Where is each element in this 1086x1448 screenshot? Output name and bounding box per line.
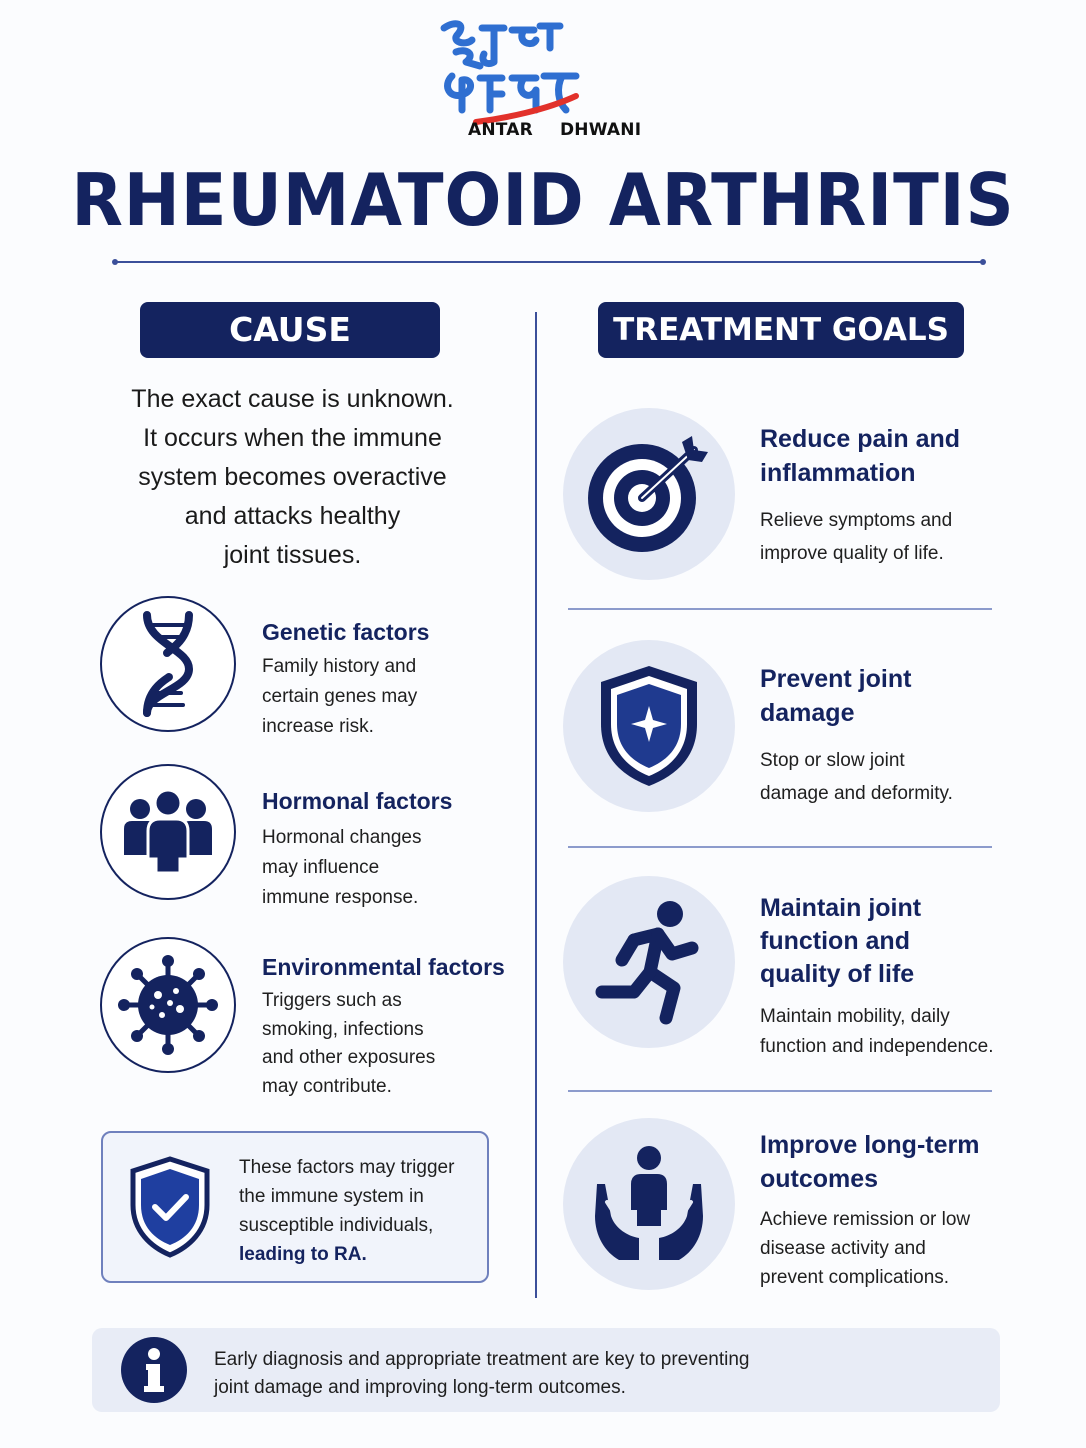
virus-icon [118, 955, 218, 1055]
goal-desc-line: Maintain mobility, daily [760, 1006, 950, 1027]
goal-title-line: quality of life [760, 960, 915, 988]
people-group-icon [120, 789, 216, 875]
goal-title-line: outcomes [760, 1165, 879, 1193]
desc-line: increase risk. [262, 716, 374, 737]
note-line: the immune system in [239, 1186, 424, 1207]
desc-line: Family history and [262, 656, 417, 677]
cause-intro-line: joint tissues. [223, 541, 362, 569]
desc-line: certain genes may [262, 686, 418, 707]
goal-prevent-damage-title [760, 662, 1000, 730]
footer-text [214, 1346, 974, 1402]
cause-intro-line: and attacks healthy [184, 502, 401, 530]
desc-line: and other exposures [262, 1047, 436, 1068]
goal-reduce-pain-title [760, 422, 1000, 490]
cause-intro-line: system becomes overactive [138, 463, 447, 491]
goal-maintain-function-title [760, 892, 1000, 991]
goal-prevent-damage-desc [760, 744, 1010, 810]
goal-separator [568, 608, 992, 610]
logo-word-dhwani: DHWANI [560, 120, 642, 140]
goal-separator [568, 1090, 992, 1092]
genetic-factor-badge [100, 596, 236, 732]
goal-separator [568, 846, 992, 848]
goal-title-line: function and [760, 927, 910, 955]
goal-reduce-pain-desc [760, 504, 1010, 570]
goal-desc-line: function and independence. [760, 1036, 994, 1057]
desc-line: may contribute. [262, 1075, 392, 1097]
environmental-factors-desc [262, 987, 512, 1101]
hormonal-factors-title: Hormonal factors [262, 788, 453, 814]
desc-line: Hormonal changes [262, 827, 422, 848]
goal-title-line: Reduce pain and [760, 425, 961, 453]
running-person-icon [594, 898, 704, 1026]
desc-line: may influence [262, 857, 380, 878]
hands-person-icon [591, 1144, 707, 1264]
goal-desc-line: damage and deformity. [760, 783, 953, 804]
antar-dhwani-logo [436, 18, 656, 144]
column-divider [535, 312, 537, 1298]
footer-banner [92, 1328, 1000, 1412]
goal-long-term-desc [760, 1205, 1010, 1292]
environmental-factor-badge [100, 937, 236, 1073]
note-line: susceptible individuals, [239, 1215, 434, 1236]
goal-desc-line: Stop or slow joint [760, 750, 905, 771]
footer-line: Early diagnosis and appropriate treatment are key to preventing [214, 1349, 750, 1370]
goal-title-line: Improve long-term [760, 1131, 980, 1159]
genetic-factors-title: Genetic factors [262, 619, 430, 645]
environmental-factors-title: Environmental factors [262, 954, 505, 980]
shield-check-icon [127, 1155, 213, 1259]
title-underline [112, 259, 986, 265]
desc-line: Triggers such as [262, 990, 402, 1011]
trigger-note-box [101, 1131, 489, 1283]
goal-maintain-function-desc [760, 1002, 1010, 1062]
goal-desc-line: Achieve remission or low [760, 1209, 971, 1230]
reduce-pain-badge [563, 408, 735, 580]
info-icon [120, 1336, 188, 1404]
goal-desc-line: Relieve symptoms and [760, 510, 953, 531]
trigger-note-text [239, 1153, 479, 1269]
shield-star-icon [595, 662, 703, 790]
genetic-factors-desc [262, 652, 512, 742]
goal-desc-line: improve quality of life. [760, 543, 944, 564]
note-emphasis: leading to RA. [239, 1244, 367, 1265]
cause-header: CAUSE [140, 302, 440, 358]
goal-desc-line: disease activity and [760, 1238, 926, 1259]
goal-title-line: Prevent joint [760, 665, 912, 693]
prevent-damage-badge [563, 640, 735, 812]
goal-title-line: inflammation [760, 459, 916, 487]
maintain-function-badge [563, 876, 735, 1048]
hormonal-factors-desc [262, 823, 512, 913]
note-line: These factors may trigger [239, 1157, 455, 1178]
logo-mark [436, 18, 586, 130]
logo-word-antar: ANTAR [468, 120, 533, 140]
dna-icon [133, 609, 203, 719]
footer-line: joint damage and improving long-term outcomes. [214, 1377, 626, 1398]
goal-title-line: damage [760, 699, 855, 727]
desc-line: smoking, infections [262, 1018, 424, 1040]
long-term-outcomes-badge [563, 1118, 735, 1290]
desc-line: immune response. [262, 887, 419, 908]
hormonal-factor-badge [100, 764, 236, 900]
goal-desc-line: prevent complications. [760, 1267, 950, 1288]
goal-long-term-title [760, 1128, 1000, 1196]
cause-intro [100, 380, 485, 575]
page-title: RHEUMATOID ARTHRITIS [71, 158, 1015, 242]
target-icon [584, 434, 714, 554]
treatment-goals-header: TREATMENT GOALS [598, 302, 964, 358]
cause-intro-line: The exact cause is unknown. [131, 385, 454, 413]
cause-intro-line: It occurs when the immune [143, 424, 442, 452]
goal-title-line: Maintain joint [760, 894, 922, 922]
